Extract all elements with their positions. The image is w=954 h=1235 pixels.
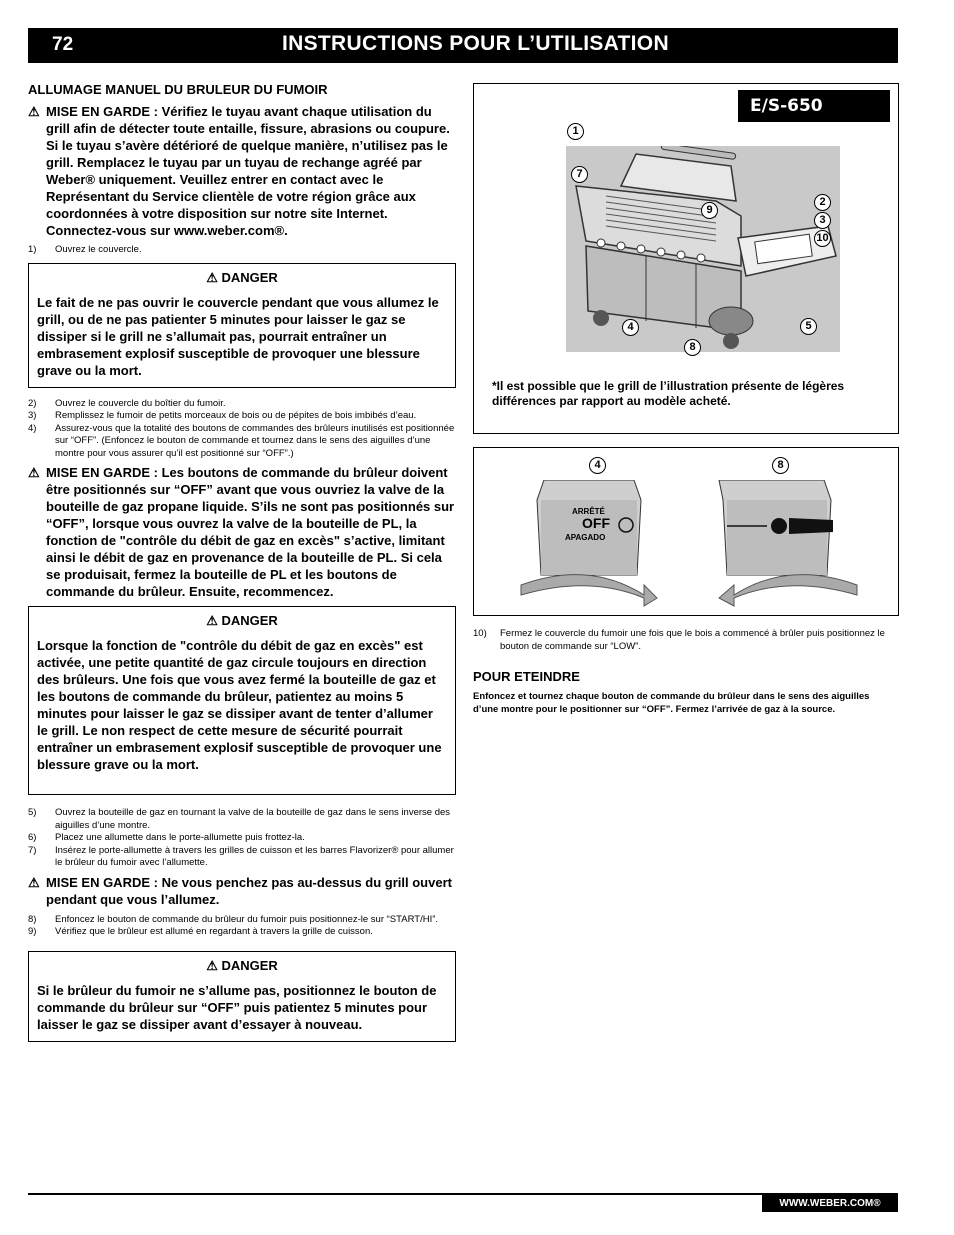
step-number: 3)	[28, 410, 37, 421]
callout-1: 1	[567, 123, 584, 140]
callout-7: 7	[571, 166, 588, 183]
callout-5: 5	[800, 318, 817, 335]
knob-label-apagado: APAGADO	[565, 533, 606, 542]
danger-body: Lorsque la fonction de "contrôle du débit de gaz en excès" est activée, une petite quantité de gaz circule toujours en direction des brûleurs. Une fois que vous avez fermé la bouteille de gaz et les boutons de commande du brûleur, patientez au moins 5 minutes pour laisser le gaz se dissiper avant de tenter d’allumer le grill. Le non respect de cette mesure de sécurité pourrait entraîner un embrasement explosif susceptible de provoquer une blessure grave ou la mort.	[37, 638, 442, 772]
shutdown-text: Enfoncez et tournez chaque bouton de commande du brûleur dans le sens des aiguilles d’une montre pour le positionner sur “OFF”. Fermez l’arrivée de gaz à la source.	[473, 691, 870, 715]
callout-10: 10	[814, 230, 831, 247]
knob-start-icon	[709, 480, 859, 608]
step-number: 7)	[28, 844, 37, 856]
step-item	[28, 398, 456, 411]
step-item	[28, 244, 456, 257]
page-title: INSTRUCTIONS POUR L’UTILISATION	[282, 32, 669, 55]
step-item	[28, 807, 456, 832]
warning-lean	[28, 874, 456, 908]
warning-triangle-icon: ⚠	[206, 269, 222, 285]
danger-title	[37, 958, 447, 974]
step-number: 2)	[28, 397, 37, 409]
knob-off-icon	[519, 480, 659, 608]
callout-2: 2	[814, 194, 831, 211]
step-number: 9)	[28, 926, 37, 937]
danger-body: Si le brûleur du fumoir ne s’allume pas, positionnez le bouton de commande du brûleur sur “OFF” puis patientez 5 minutes pour laisser le gaz se dissiper avant d’essayer à nouveau.	[37, 982, 437, 1032]
warning-triangle-icon: ⚠	[28, 874, 40, 890]
steps-group-b	[28, 807, 456, 870]
step-text: Fermez le couvercle du fumoir une fois que le bois a commencé à brûler puis positionnez le bouton de commande sur “LOW”.	[500, 628, 885, 652]
knob-label-off: OFF	[582, 515, 610, 531]
step-item	[28, 914, 456, 927]
danger-title-text: DANGER	[221, 269, 278, 285]
step-text: Ouvrez le couvercle du boîtier du fumoir.	[55, 397, 226, 409]
callout-8: 8	[684, 339, 701, 356]
step-text: Enfoncez le bouton de commande du brûleur du fumoir puis positionnez-le sur “START/HI”.	[55, 913, 439, 925]
model-label: E/S-650	[738, 90, 890, 122]
figure-note: *Il est possible que le grill de l’illustration présente de légères différences par rapport au modèle acheté.	[492, 379, 845, 408]
steps-group-c	[28, 914, 456, 939]
warning-hose	[28, 103, 456, 239]
step-item	[28, 423, 456, 461]
step-text: Vérifiez que le brûleur est allumé en regardant à travers la grille de cuisson.	[55, 926, 373, 937]
step-item	[28, 926, 456, 939]
warning-triangle-icon: ⚠	[28, 104, 40, 119]
header-bar	[28, 28, 898, 63]
danger-title-text: DANGER	[221, 957, 278, 973]
footer-url: WWW.WEBER.COM®	[762, 1195, 898, 1212]
callout-4: 4	[589, 457, 606, 474]
warning-lean-text: MISE EN GARDE : Ne vous penchez pas au-dessus du grill ouvert pendant que vous l’allumez.	[46, 874, 452, 907]
grill-illustration	[566, 146, 840, 352]
callout-8: 8	[772, 457, 789, 474]
step-number: 10)	[473, 628, 487, 639]
knob-figure	[473, 447, 899, 616]
callout-3: 3	[814, 212, 831, 229]
step-number: 4)	[28, 422, 37, 434]
step-number: 8)	[28, 913, 37, 925]
steps-group-a	[28, 398, 456, 461]
page-number: 72	[52, 34, 74, 55]
warning-hose-text: MISE EN GARDE : Vérifiez le tuyau avant chaque utilisation du grill afin de détecter toute entaille, fissure, abrasions ou coupure. Si le tuyau s’avère détérioré de quelque manière, n’utilisez pas le grill. Remplacez le tuyau par un tuyau de rechange agréé par Weber® uniquement. Veuillez entrer en contact avec le Représentant du Service clientèle de votre région grâce aux coordonnées à votre disposition sur notre site Internet. Connectez-vous sur www.weber.com®.	[46, 104, 450, 238]
callout-4: 4	[622, 319, 639, 336]
step-text: Insérez le porte-allumette à travers les grilles de cuisson et les barres Flavorizer® pour allumer le brûleur du fumoir avec l’allumette.	[55, 844, 454, 868]
step-item	[473, 628, 897, 653]
step-text: Remplissez le fumoir de petits morceaux de bois ou de pépites de bois imbibés d’eau.	[55, 410, 417, 421]
danger-title-text: DANGER	[221, 613, 278, 628]
warning-knobs	[28, 464, 456, 600]
warning-triangle-icon: ⚠	[206, 613, 222, 628]
step-text: Assurez-vous que la totalité des boutons de commandes des brûleurs inutilisés est positionnée sur “OFF”. (Enfoncez le bouton de commande et tournez dans le sens des aiguilles d’une montre pour vous assurer qu’il est positionné sur “OFF”.)	[55, 422, 455, 459]
callout-9: 9	[701, 202, 718, 219]
step-number: 6)	[28, 832, 37, 843]
danger-box-lid	[28, 263, 456, 388]
danger-title	[37, 270, 447, 286]
right-column	[473, 628, 897, 716]
step-text: Ouvrez le couvercle.	[55, 244, 142, 255]
step-item	[28, 410, 456, 423]
danger-box-excess-flow	[28, 606, 456, 795]
step-number: 5)	[28, 807, 37, 818]
section-heading: ALLUMAGE MANUEL DU BRULEUR DU FUMOIR	[28, 82, 328, 97]
warning-knobs-text: MISE EN GARDE : Les boutons de commande du brûleur doivent être positionnés sur “OFF” avant que vous ouvriez la valve de la bouteille de gaz propane liquide. S’ils ne sont pas positionnés sur “OFF”, lorsque vous ouvrez la valve de la bouteille de PL, la fonction de "contrôle du débit de gaz en excès" s’active, limitant ainsi le débit de gaz en provenance de la bouteille de PL. Si cela se produisait, fermez la bouteille de PL et les boutons de commande du brûleur. Ensuite, recommencez.	[46, 465, 455, 599]
step-item	[28, 845, 456, 870]
step-text: Placez une allumette dans le porte-allumette puis frottez-la.	[55, 832, 305, 843]
knob-label-arrete: ARRÊTÉ	[572, 507, 605, 516]
warning-triangle-icon: ⚠	[28, 465, 40, 480]
danger-title	[37, 613, 447, 629]
danger-box-relight	[28, 951, 456, 1042]
warning-triangle-icon: ⚠	[206, 957, 222, 973]
grill-figure	[473, 83, 899, 434]
grill-drawing	[566, 146, 840, 352]
danger-body: Le fait de ne pas ouvrir le couvercle pendant que vous allumez le grill, ou de ne pas patienter 5 minutes pour laisser le gaz se dissiper si le grill ne s’allumait pas, pourrait entraîner un embrasement explosif susceptible de provoquer une blessure grave ou la mort.	[37, 294, 439, 378]
section-heading: POUR ETEINDRE	[473, 669, 580, 684]
left-column	[28, 82, 456, 1042]
step-text: Ouvrez la bouteille de gaz en tournant la valve de la bouteille de gaz dans le sens inverse des aiguilles d’une montre.	[55, 807, 451, 831]
step-number: 1)	[28, 244, 37, 255]
step-item	[28, 832, 456, 845]
